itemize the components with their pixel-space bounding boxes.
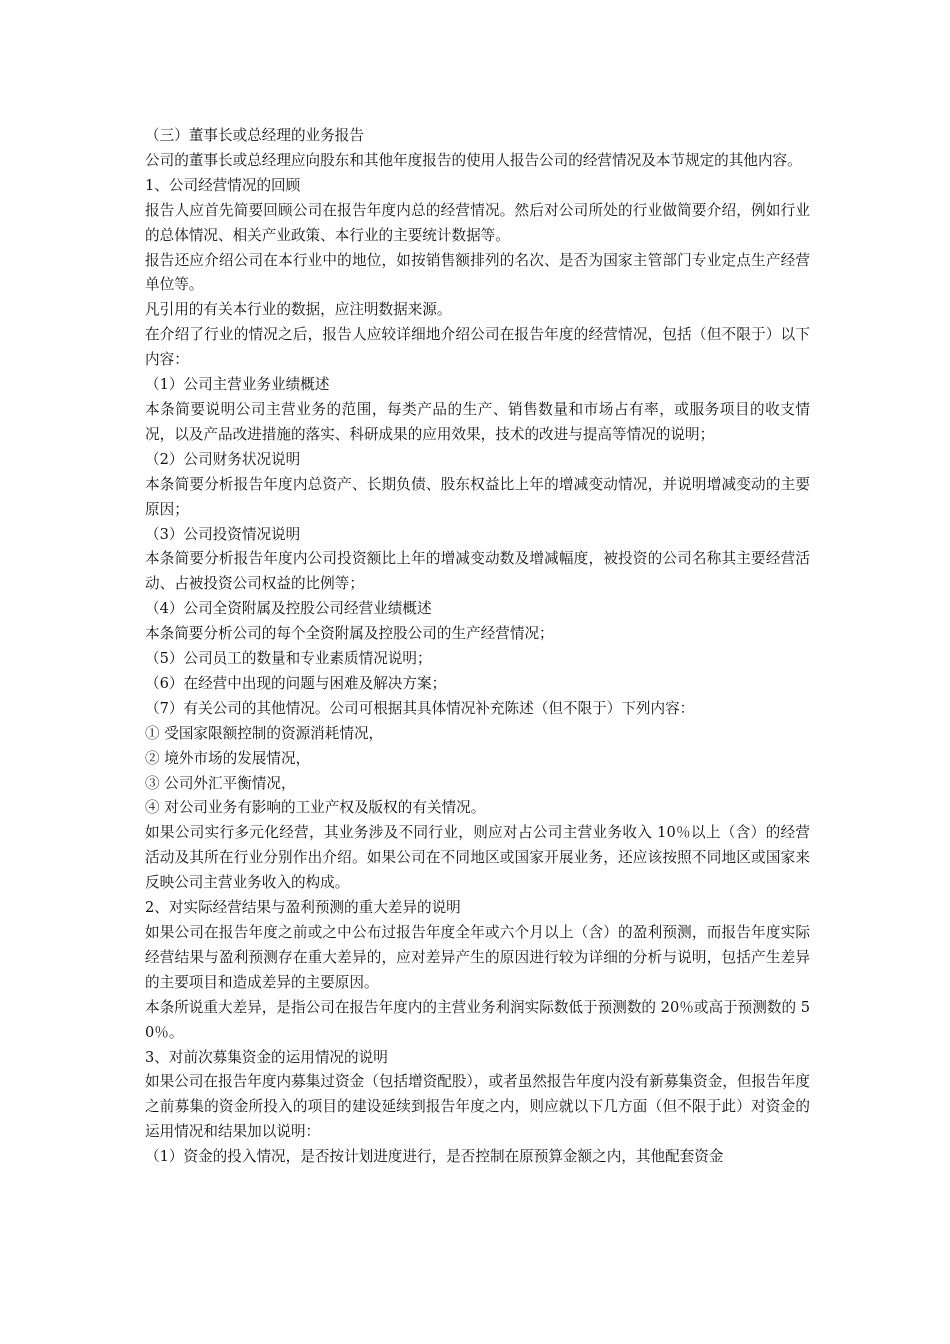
list-item: ② 境外市场的发展情况，	[145, 749, 311, 767]
list-item: ① 受国家限额控制的资源消耗情况，	[145, 724, 384, 742]
body-paragraph: 本条所说重大差异，是指公司在报告年度内的主营业务利润实际数低于预测数的 20％或高于预测数的 50％。	[145, 998, 810, 1041]
body-paragraph: 本条简要说明公司主营业务的范围，每类产品的生产、销售数量和市场占有率，或服务项目的收支情况，以及产品改进措施的落实、科研成果的应用效果，技术的改进与提高等情况的说明；	[145, 400, 810, 443]
body-paragraph: 如果公司实行多元化经营，其业务涉及不同行业，则应对占公司主营业务收入 10％以上（含）的经营活动及其所在行业分别作出介绍。如果公司在不同地区或国家开展业务，还应该按照不同地区或国家来反映公司主营业务收入的构成。	[145, 824, 810, 892]
list-item: ③ 公司外汇平衡情况，	[145, 774, 296, 792]
section-heading: （三）董事长或总经理的业务报告	[145, 127, 364, 144]
body-paragraph: 报告人应首先简要回顾公司在报告年度内总的经营情况。然后对公司所处的行业做简要介绍，例如行业的总体情况、相关产业政策、本行业的主要统计数据等。	[145, 201, 810, 244]
item-heading: （2）公司财务状况说明	[145, 450, 301, 468]
item-heading: （6）在经营中出现的问题与困难及解决方案；	[145, 674, 447, 692]
body-paragraph: 本条简要分析报告年度内公司投资额比上年的增减变动数及增减幅度，被投资的公司名称其主要经营活动、占被投资公司权益的比例等；	[145, 550, 810, 593]
body-paragraph: 如果公司在报告年度之前或之中公布过报告年度全年或六个月以上（含）的盈利预测，而报告年度实际经营结果与盈利预测存在重大差异的，应对差异产生的原因进行较为详细的分析与说明，包括产生差异的主要项目和造成差异的主要原因。	[145, 924, 810, 991]
item-heading: （4）公司全资附属及控股公司经营业绩概述	[145, 600, 432, 618]
item-heading: （1）公司主营业务业绩概述	[145, 376, 330, 394]
list-item: ④ 对公司业务有影响的工业产权及版权的有关情况。	[145, 799, 486, 817]
subsection-heading: 1、公司经营情况的回顾	[145, 176, 301, 194]
item-heading: （5）公司员工的数量和专业素质情况说明；	[145, 650, 432, 668]
body-paragraph: 报告还应介绍公司在本行业中的地位，如按销售额排列的名次、是否为国家主管部门专业定点生产经营单位等。	[145, 251, 810, 294]
body-paragraph: 凡引用的有关本行业的数据，应注明数据来源。	[145, 301, 452, 319]
body-paragraph: （1）资金的投入情况，是否按计划进度进行，是否控制在原预算金额之内，其他配套资金	[145, 1148, 724, 1166]
document-page	[145, 124, 810, 1170]
item-heading: （7）有关公司的其他情况。公司可根据其具体情况补充陈述（但不限于）下列内容：	[145, 699, 695, 717]
subsection-heading: 3、对前次募集资金的运用情况的说明	[145, 1048, 388, 1066]
body-paragraph: 本条简要分析公司的每个全资附属及控股公司的生产经营情况；	[145, 625, 554, 643]
item-heading: （3）公司投资情况说明	[145, 525, 301, 543]
subsection-heading: 2、对实际经营结果与盈利预测的重大差异的说明	[145, 899, 461, 917]
body-paragraph: 公司的董事长或总经理应向股东和其他年度报告的使用人报告公司的经营情况及本节规定的其他内容。	[145, 151, 802, 169]
body-paragraph: 在介绍了行业的情况之后，报告人应较详细地介绍公司在报告年度的经营情况，包括（但不限于）以下内容：	[145, 326, 810, 369]
body-paragraph: 本条简要分析报告年度内总资产、长期负债、股东权益比上年的增减变动情况，并说明增减变动的主要原因；	[145, 475, 810, 518]
body-paragraph: 如果公司在报告年度内募集过资金（包括增资配股），或者虽然报告年度内没有新募集资金，但报告年度之前募集的资金所投入的项目的建设延续到报告年度之内，则应就以下几方面（但不限于此）对资金的运用情况和结果加以说明：	[145, 1073, 810, 1141]
